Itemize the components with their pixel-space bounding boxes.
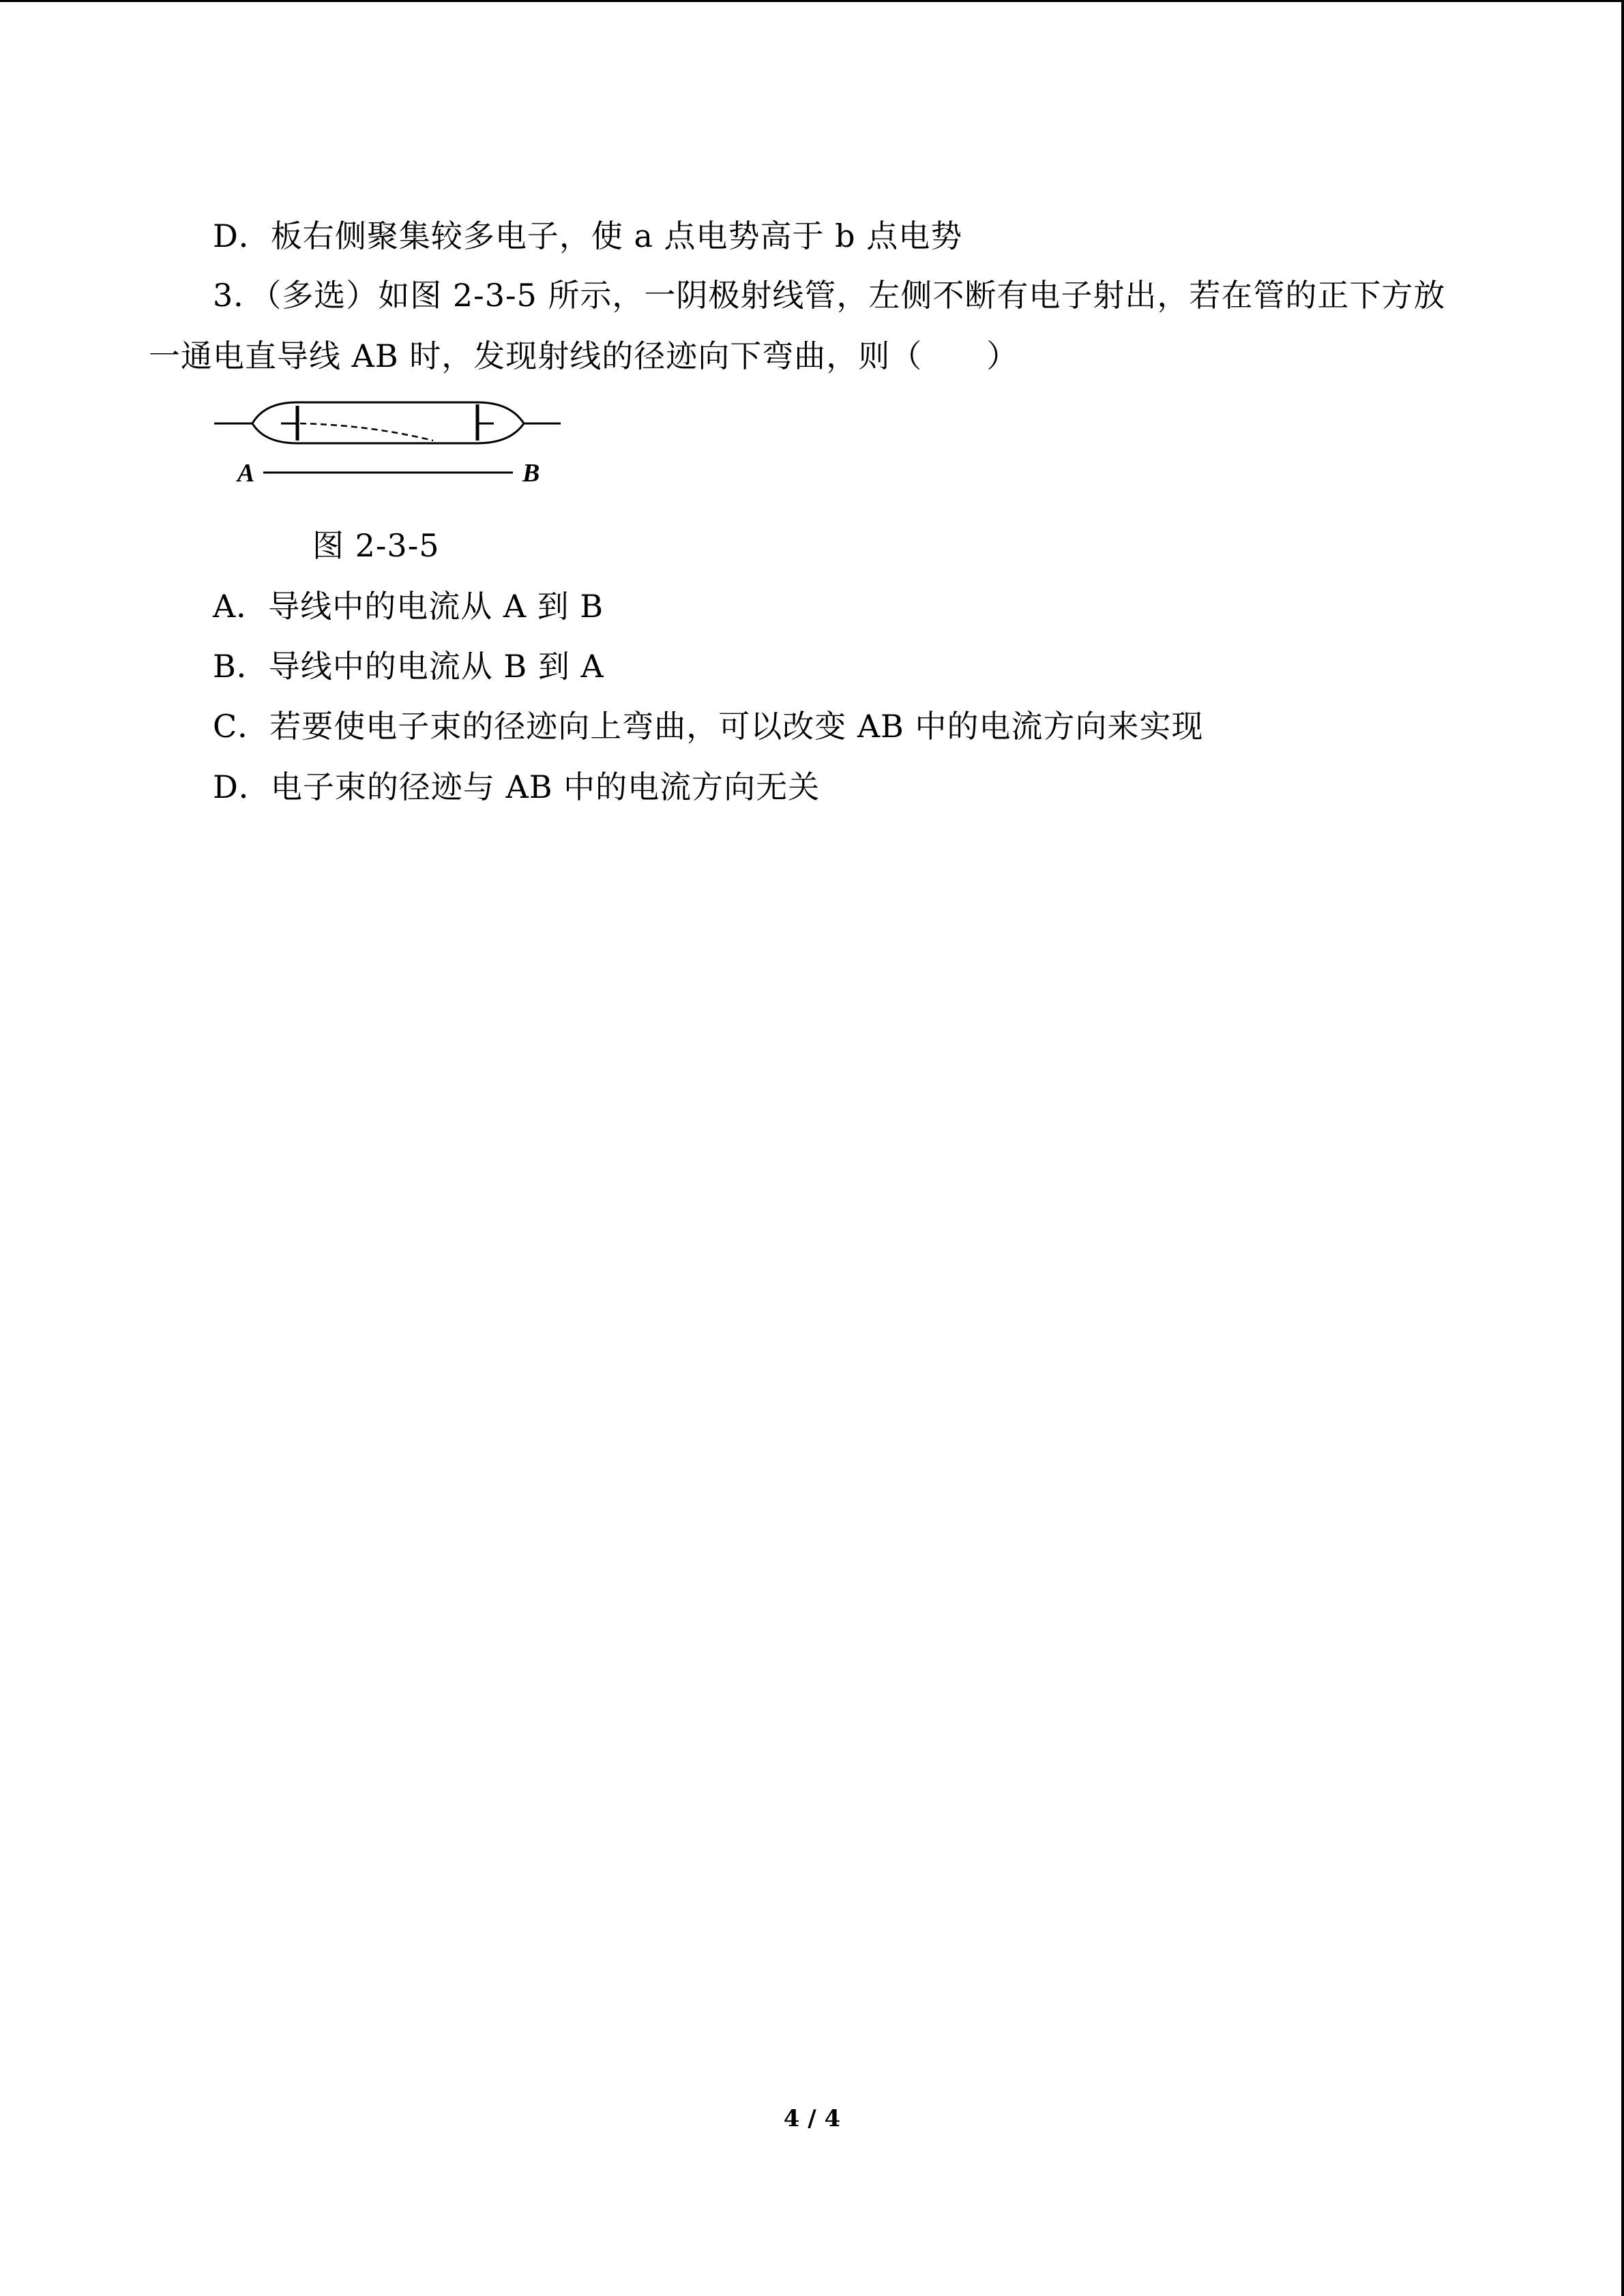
option-c: C．若要使电子束的径迹向上弯曲，可以改变 AB 中的电流方向来实现 — [213, 708, 1204, 745]
figure-caption: 图 2-3-5 — [312, 527, 440, 564]
page-border-right — [1621, 0, 1624, 2296]
question-3-stem-line-1: 3．（多选）如图 2-3-5 所示，一阴极射线管，左侧不断有电子射出，若在管的正下方放 — [213, 277, 1446, 314]
page-border-top — [0, 0, 1624, 2]
option-b: B．导线中的电流从 B 到 A — [213, 648, 604, 685]
option-d: D．电子束的径迹与 AB 中的电流方向无关 — [213, 769, 821, 805]
label-b: B — [522, 459, 540, 488]
label-a: A — [237, 459, 255, 488]
page-number: 4 / 4 — [783, 2105, 841, 2132]
electron-beam-path — [300, 423, 433, 441]
prev-question-option-d: D．板右侧聚集较多电子，使 a 点电势高于 b 点电势 — [213, 218, 963, 254]
cathode-ray-tube-figure — [205, 394, 573, 496]
cathode-ray-tube-diagram — [205, 394, 573, 496]
option-a: A．导线中的电流从 A 到 B — [213, 588, 604, 625]
question-3-stem-line-2: 一通电直导线 AB 时，发现射线的径迹向下弯曲，则（ ） — [149, 338, 1019, 374]
